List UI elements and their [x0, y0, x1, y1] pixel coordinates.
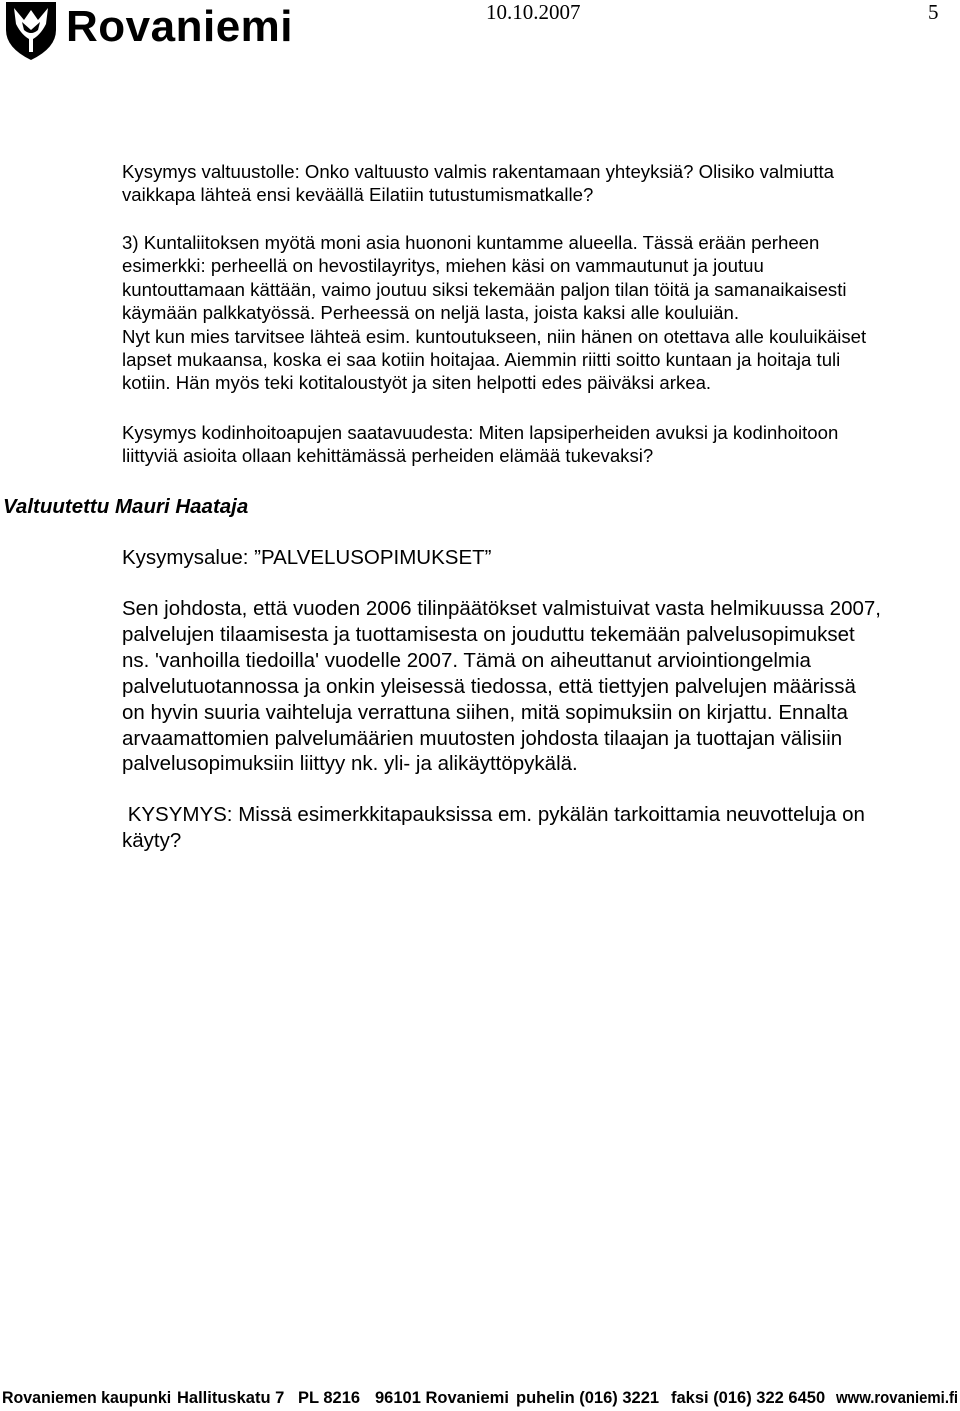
service-agreements-paragraph	[122, 596, 958, 777]
text-line: palvelusopimuksiin liittyy nk. yli- ja alikäyttöpykälä.	[122, 752, 578, 776]
text-line: KYSYMYS: Missä esimerkkitapauksissa em. pykälän tarkoittamia neuvotteluja on	[122, 803, 865, 826]
text-line: ns. 'vanhoilla tiedoilla' vuodelle 2007. Tämä on aiheuttanut arviointiongelmia	[122, 648, 811, 672]
text-line: palvelujen tilaamisesta ja tuottamisesta on jouduttu tekemään palvelusopimukset	[122, 622, 855, 646]
text-line: vaikkapa lähteä ensi keväällä Eilatiin tutustumismatkalle?	[122, 184, 594, 206]
text-line: arvaamattomien palvelumäärien muutosten johdosta tilaajan ja tuottajan välisiin	[122, 726, 843, 750]
city-emblem-icon	[2, 0, 60, 62]
final-question	[122, 802, 958, 854]
text-line: Kysymys valtuustolle: Onko valtuusto valmis rakentamaan yhteyksiä? Olisiko valmiutta	[122, 161, 835, 182]
text-line: esimerkki: perheellä on hevostilayritys, miehen käsi on vammautunut ja joutuu	[122, 255, 764, 277]
page-footer	[0, 1388, 960, 1408]
text-line: on hyvin suuria vaihteluja verrattuna siihen, mitä sopimuksiin on kirjattu. Ennalta	[122, 700, 848, 724]
footer-fax: faksi (016) 322 6450	[671, 1389, 826, 1407]
page-number: 5	[928, 0, 939, 24]
question-to-council	[122, 160, 952, 207]
text-line: Nyt kun mies tarvitsee lähteä esim. kuntoutukseen, niin hänen on otettava alle kouluikäiset	[122, 325, 867, 347]
text-line: Sen johdosta, että vuoden 2006 tilinpäätökset valmistuivat vasta helmikuussa 2007,	[122, 597, 881, 620]
text-line: käyty?	[122, 828, 182, 852]
document-date: 10.10.2007	[486, 0, 581, 24]
text-line: 3) Kuntaliitoksen myötä moni asia huononi kuntamme alueella. Tässä erään perheen	[122, 232, 820, 253]
footer-street: Hallituskatu 7	[177, 1389, 285, 1407]
footer-organization: Rovaniemen kaupunki	[2, 1389, 172, 1407]
footer-phone: puhelin (016) 3221	[516, 1389, 660, 1407]
text-line: liittyviä asioita ollaan kehittämässä perheiden elämää tukevaksi?	[122, 445, 654, 467]
text-line: käymään palkkatyössä. Perheessä on neljä lasta, joista kaksi alle kouluiän.	[122, 302, 740, 324]
text-line: kotiin. Hän myös teki kotitaloustyöt ja siten helpotti edes päiväksi arkea.	[122, 372, 712, 394]
footer-po-box: PL 8216	[298, 1389, 361, 1407]
home-help-question	[122, 421, 952, 468]
text-line: Kysymys kodinhoitoapujen saatavuudesta: Miten lapsiperheiden avuksi ja kodinhoitoon	[122, 422, 839, 443]
text-line: palvelutuotannossa ja onkin yleisessä tiedossa, että tiettyjen palvelujen määrissä	[122, 674, 856, 698]
councillor-name: Valtuutettu Mauri Haataja	[3, 495, 249, 518]
text-line: kuntouttamaan kättään, vaimo joutuu siksi tekemään paljon tilan töitä ja samanaikaisesti	[122, 278, 847, 300]
brand-name: Rovaniemi	[66, 2, 294, 51]
topic-heading	[122, 545, 958, 571]
footer-postal-address: 96101 Rovaniemi	[375, 1389, 509, 1407]
rovaniemi-logo	[2, 0, 302, 62]
topic-text: Kysymysalue: ”PALVELUSOPIMUKSET”	[122, 546, 492, 569]
text-line: lapset mukaansa, koska ei saa kotiin hoitajaa. Aiemmin riitti soitto kuntaan ja hoitaja tuli	[122, 349, 841, 371]
footer-website[interactable]: www.rovaniemi.fi	[836, 1389, 959, 1407]
point-3-paragraph	[122, 231, 952, 395]
